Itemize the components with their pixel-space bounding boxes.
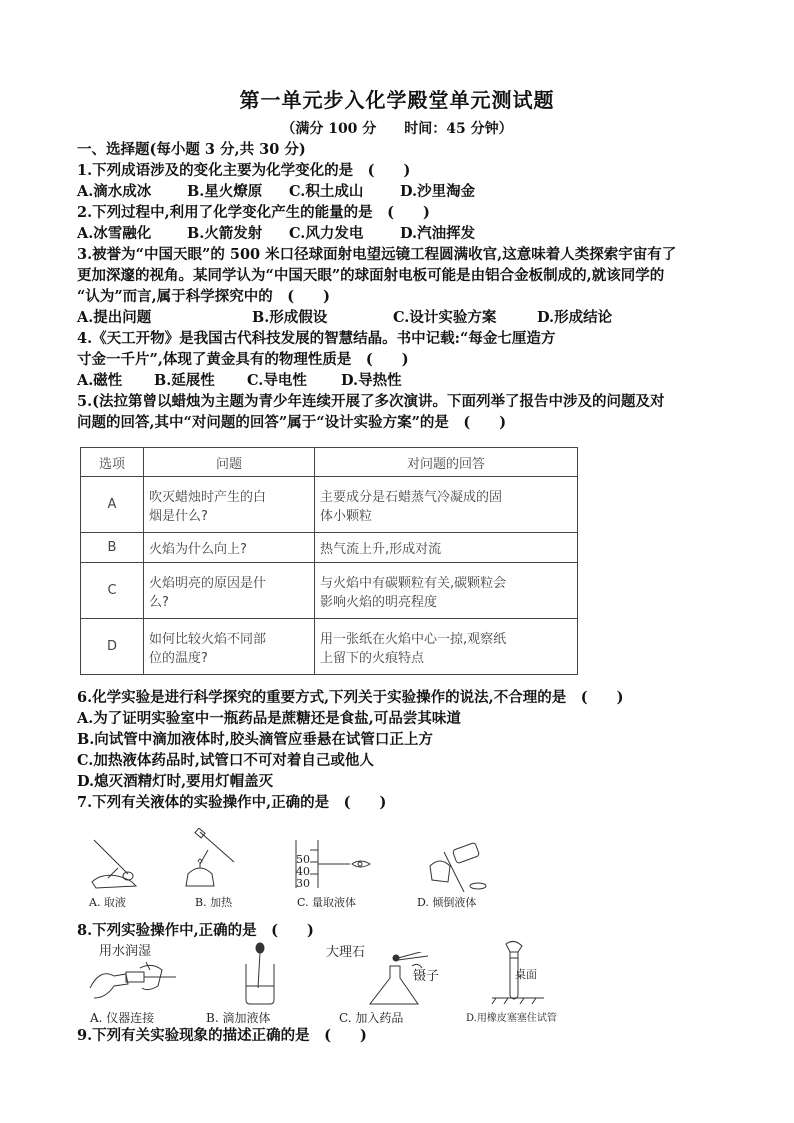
marble-label: 大理石 (326, 945, 366, 960)
table-cell-option: D (81, 619, 144, 675)
q7-figure-a-dropper (88, 838, 148, 890)
table-row (81, 477, 578, 533)
q6-stem: 6.化学实验是进行科学探究的重要方式,下列关于实验操作的说法,不合理的是 ( ) (77, 689, 624, 706)
q6-option-d: D.熄灭酒精灯时,要用灯帽盖灭 (77, 773, 274, 790)
q8-figure-a-connecting (86, 958, 180, 1004)
q1-stem: 1.下列成语涉及的变化主要为化学变化的是 ( ) (77, 162, 411, 179)
q4-option-b: B.延展性 (154, 372, 215, 389)
q8-figure-c-adding (350, 952, 436, 1008)
q2-option-b: B.火箭发射 (187, 225, 263, 242)
cell-text: 主要成分是石蜡蒸气冷凝成的固 (320, 489, 503, 505)
q1-option-a: A.滴水成冰 (77, 183, 152, 200)
q2-option-c: C.风力发电 (289, 225, 364, 242)
q7-caption-d: D. 倾倒液体 (417, 896, 477, 909)
q6-option-a: A.为了证明实验室中一瓶药品是蔗糖还是食盐,可品尝其味道 (77, 710, 461, 727)
q8-stem: 8.下列实验操作中,正确的是 ( ) (77, 922, 314, 939)
q3-option-d: D.形成结论 (537, 309, 613, 326)
scale-label: 30 (296, 877, 310, 890)
q5-line-1: 5.(法拉第曾以蜡烛为主题为青少年连续开展了多次演讲。下面列举了报告中涉及的问题及对 (77, 393, 665, 410)
q8-figure-d-stopper (488, 940, 548, 1006)
exam-subtitle: （满分 100 分 时间：45 分钟） (281, 121, 513, 137)
q3-option-a: A.提出问题 (77, 309, 152, 326)
q5-table (80, 447, 578, 675)
q1-option-b: B.星火燎原 (187, 183, 263, 200)
q4-line-1: 4.《天工开物》是我国古代科技发展的智慧结晶。书中记载:“每金七厘造方 (77, 330, 556, 347)
cell-text: 体小颗粒 (320, 508, 373, 524)
table-header: 选项 (81, 448, 144, 477)
table-row (81, 619, 578, 675)
q8-caption-a: A. 仪器连接 (90, 1011, 155, 1025)
q6-option-c: C.加热液体药品时,试管口不可对着自己或他人 (77, 752, 374, 769)
table-header-row (81, 448, 578, 477)
table-header: 对问题的回答 (315, 448, 578, 477)
table-cell-answer (315, 477, 578, 533)
q4-option-a: A.磁性 (77, 372, 123, 389)
table-header: 问题 (144, 448, 315, 477)
q4-option-c: C.导电性 (247, 372, 307, 389)
q8-caption-b: B. 滴加液体 (206, 1011, 271, 1025)
desk-label: 桌面 (515, 968, 537, 981)
table-cell-option: B (81, 533, 144, 563)
q6-option-b: B.向试管中滴加液体时,胶头滴管应垂悬在试管口正上方 (77, 731, 433, 748)
table-row (81, 563, 578, 619)
q3-options (77, 308, 612, 328)
q2-option-a: A.冰雪融化 (77, 225, 152, 242)
q7-stem: 7.下列有关液体的实验操作中,正确的是 ( ) (77, 794, 387, 811)
q1-option-c: C.积土成山 (289, 183, 364, 200)
q2-options (77, 224, 475, 244)
cell-text: 烟是什么? (149, 508, 208, 524)
section-heading: 一、选择题(每小题 3 分,共 30 分) (77, 141, 306, 158)
wet-label: 用水润湿 (99, 944, 152, 959)
table-cell-option: C (81, 563, 144, 619)
q3-option-c: C.设计实验方案 (393, 309, 497, 326)
q7-caption-b: B. 加热 (195, 896, 233, 909)
page-title: 第一单元步入化学殿堂单元测试题 (239, 88, 555, 112)
scale-label: 50 (296, 853, 310, 866)
table-cell-option: A (81, 477, 144, 533)
q9-stem: 9.下列有关实验现象的描述正确的是 ( ) (77, 1027, 367, 1044)
q7-caption-c: C. 量取液体 (297, 896, 357, 909)
table-cell-question: 火焰为什么向上? (144, 533, 315, 563)
table-cell-question (144, 477, 315, 533)
cell-text: 火焰明亮的原因是什 (149, 575, 267, 591)
q2-stem: 2.下列过程中,利用了化学变化产生的能量的是 ( ) (77, 204, 430, 221)
cell-text: 么? (149, 594, 169, 610)
cell-text: 影响火焰的明亮程度 (320, 594, 438, 610)
cell-text: 用一张纸在火焰中心一掠,观察纸 (320, 631, 507, 647)
q3-option-b: B.形成假设 (252, 309, 328, 326)
q7-figure-d-pouring (420, 836, 494, 892)
q8-figure-b-dropping (236, 942, 282, 1006)
q7-caption-a: A. 取液 (89, 896, 126, 909)
q1-option-d: D.沙里淘金 (400, 183, 476, 200)
cell-text: 上留下的火痕特点 (320, 650, 425, 666)
table-row (81, 533, 578, 563)
q4-option-d: D.导热性 (341, 372, 402, 389)
q8-caption-d: D.用橡皮塞塞住试管 (466, 1013, 557, 1024)
q3-line-2: 更加深邃的视角。某同学认为“中国天眼”的球面射电板可能是由铝合金板制成的,就该同学的 (77, 267, 665, 284)
q8-caption-c: C. 加入药品 (339, 1011, 404, 1025)
cell-text: 吹灭蜡烛时产生的白 (149, 489, 267, 505)
cell-text: 与火焰中有碳颗粒有关,碳颗粒会 (320, 575, 507, 591)
q3-line-3: “认为”而言,属于科学探究中的 ( ) (77, 288, 330, 305)
q4-line-2: 寸金一千片”,体现了黄金具有的物理性质是 ( ) (77, 351, 409, 368)
table-cell-question (144, 619, 315, 675)
cell-text: 位的温度? (149, 650, 208, 666)
q1-options (77, 182, 475, 202)
tongs-label: 镊子 (413, 969, 440, 984)
q5-line-2: 问题的回答,其中“对问题的回答”属于“设计实验方案”的是 ( ) (77, 414, 507, 431)
table-cell-answer: 热气流上升,形成对流 (315, 533, 578, 563)
scale-label: 40 (296, 865, 310, 878)
q3-line-1: 3.被誉为“中国天眼”的 500 米口径球面射电望远镜工程圆满收官,这意味着人类探索宇宙有了 (77, 246, 677, 263)
table-cell-answer (315, 563, 578, 619)
cell-text: 如何比较火焰不同部 (149, 631, 267, 647)
table-cell-answer (315, 619, 578, 675)
table-cell-question (144, 563, 315, 619)
q2-option-d: D.汽油挥发 (400, 225, 476, 242)
q4-options (77, 371, 402, 391)
q7-figure-b-heating (178, 828, 240, 890)
